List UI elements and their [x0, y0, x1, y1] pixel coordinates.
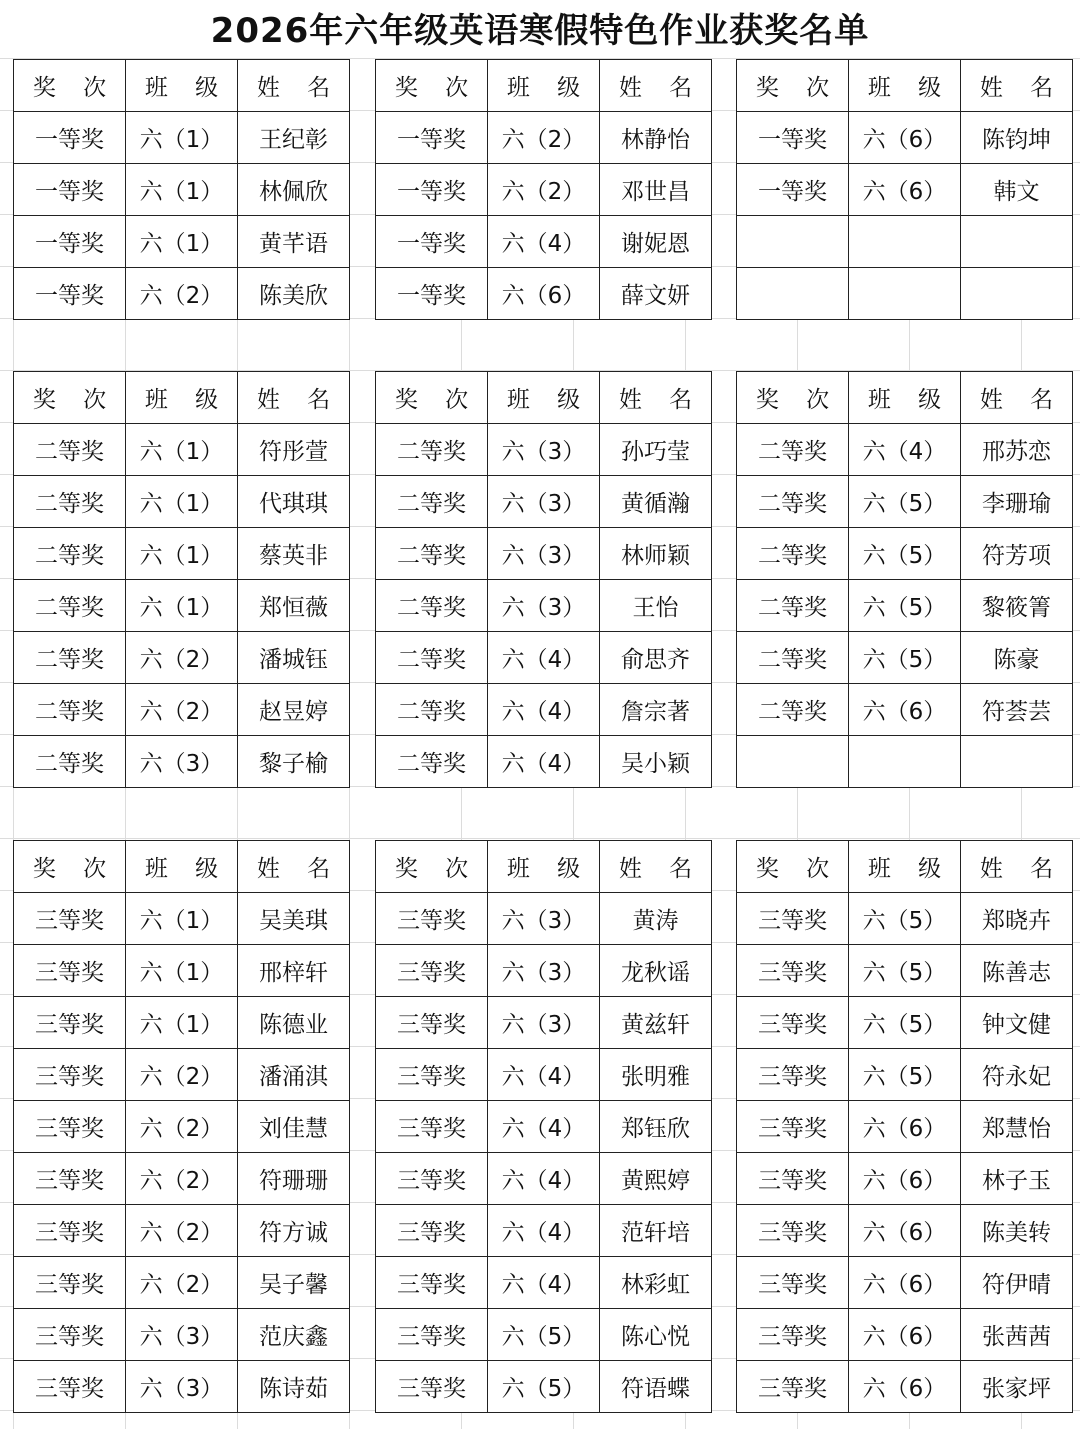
table-row: [376, 1101, 712, 1153]
name-cell: 赵昱婷: [238, 684, 350, 736]
table-row: [376, 112, 712, 164]
table-row: [14, 164, 350, 216]
award-cell: 三等奖: [737, 997, 849, 1049]
name-cell: 潘涌淇: [238, 1049, 350, 1101]
award-cell: 二等奖: [737, 632, 849, 684]
name-cell: 黄涛: [600, 893, 712, 945]
class-cell: 六（2）: [126, 268, 238, 320]
name-cell: 张茜茜: [961, 1309, 1073, 1361]
award-cell: [737, 216, 849, 268]
name-cell: 符语蝶: [600, 1361, 712, 1413]
class-cell: 六（6）: [849, 112, 961, 164]
name-header: 姓 名: [600, 841, 712, 893]
table-row: [14, 632, 350, 684]
award-cell: 三等奖: [14, 893, 126, 945]
award-table: [375, 371, 712, 788]
award-cell: 三等奖: [737, 1101, 849, 1153]
class-header: 班 级: [488, 60, 600, 112]
class-cell: 六（4）: [488, 1257, 600, 1309]
name-cell: 林师颖: [600, 528, 712, 580]
table-row: [376, 684, 712, 736]
class-cell: 六（5）: [849, 476, 961, 528]
class-cell: 六（4）: [488, 684, 600, 736]
table-row: [737, 1309, 1073, 1361]
table-row: [14, 216, 350, 268]
award-cell: 一等奖: [737, 164, 849, 216]
table-row: [376, 945, 712, 997]
table-row: [376, 268, 712, 320]
name-cell: 黄循瀚: [600, 476, 712, 528]
award-cell: 三等奖: [376, 1101, 488, 1153]
name-cell: 陈豪: [961, 632, 1073, 684]
table-row: [737, 893, 1073, 945]
class-cell: 六（2）: [126, 684, 238, 736]
award-cell: 三等奖: [14, 1153, 126, 1205]
award-cell: 三等奖: [376, 1257, 488, 1309]
name-cell: 薛文妍: [600, 268, 712, 320]
table-row: [14, 528, 350, 580]
table-row: [737, 476, 1073, 528]
table-row: [376, 632, 712, 684]
award-cell: 二等奖: [376, 736, 488, 788]
table-row: [376, 893, 712, 945]
class-cell: 六（4）: [488, 632, 600, 684]
table-row: [14, 268, 350, 320]
class-cell: 六（3）: [488, 424, 600, 476]
table-row: [376, 1049, 712, 1101]
table-row: [737, 997, 1073, 1049]
class-cell: 六（2）: [126, 1153, 238, 1205]
class-cell: 六（4）: [488, 216, 600, 268]
award-cell: 二等奖: [14, 736, 126, 788]
class-cell: 六（3）: [488, 945, 600, 997]
award-cell: 三等奖: [14, 1257, 126, 1309]
class-cell: 六（3）: [488, 580, 600, 632]
class-cell: 六（5）: [849, 997, 961, 1049]
award-table: [13, 371, 350, 788]
name-cell: 刘佳慧: [238, 1101, 350, 1153]
table-row: [14, 580, 350, 632]
class-cell: 六（2）: [126, 1101, 238, 1153]
table-row: [14, 736, 350, 788]
table-header-row: [14, 60, 350, 112]
award-cell: 二等奖: [376, 424, 488, 476]
award-cell: 二等奖: [14, 528, 126, 580]
table-row: [737, 164, 1073, 216]
award-cell: 三等奖: [376, 1205, 488, 1257]
award-cell: 三等奖: [14, 1205, 126, 1257]
class-cell: 六（3）: [488, 528, 600, 580]
name-cell: 郑恒薇: [238, 580, 350, 632]
name-cell: 林静怡: [600, 112, 712, 164]
class-cell: 六（5）: [849, 580, 961, 632]
class-cell: 六（1）: [126, 424, 238, 476]
name-header: 姓 名: [238, 372, 350, 424]
award-header: 奖 次: [376, 841, 488, 893]
award-cell: 三等奖: [737, 1205, 849, 1257]
award-table: [375, 840, 712, 1413]
name-cell: 陈心悦: [600, 1309, 712, 1361]
table-row: [737, 945, 1073, 997]
name-cell: 林子玉: [961, 1153, 1073, 1205]
table-row: [14, 893, 350, 945]
class-cell: 六（2）: [488, 164, 600, 216]
name-cell: [961, 736, 1073, 788]
award-cell: 二等奖: [14, 632, 126, 684]
award-cell: [737, 736, 849, 788]
name-cell: 吴小颖: [600, 736, 712, 788]
name-cell: 邢梓轩: [238, 945, 350, 997]
name-cell: 韩文: [961, 164, 1073, 216]
table-row: [737, 1205, 1073, 1257]
table-header-row: [376, 841, 712, 893]
name-cell: [961, 268, 1073, 320]
name-cell: 邢苏恋: [961, 424, 1073, 476]
award-cell: 三等奖: [376, 893, 488, 945]
table-row: [737, 1257, 1073, 1309]
name-cell: 王纪彰: [238, 112, 350, 164]
class-cell: [849, 216, 961, 268]
class-cell: 六（5）: [488, 1361, 600, 1413]
table-row: [14, 1101, 350, 1153]
award-cell: 三等奖: [376, 1153, 488, 1205]
table-row: [737, 424, 1073, 476]
name-cell: 符芳项: [961, 528, 1073, 580]
class-header: 班 级: [849, 60, 961, 112]
name-cell: 钟文健: [961, 997, 1073, 1049]
page-title: 2026年六年级英语寒假特色作业获奖名单: [0, 0, 1080, 58]
award-cell: 一等奖: [14, 268, 126, 320]
class-cell: 六（3）: [488, 893, 600, 945]
award-header: 奖 次: [14, 372, 126, 424]
class-cell: 六（3）: [126, 1361, 238, 1413]
award-header: 奖 次: [14, 841, 126, 893]
award-cell: 三等奖: [14, 1361, 126, 1413]
award-cell: 二等奖: [737, 424, 849, 476]
table-header-row: [737, 372, 1073, 424]
award-cell: 二等奖: [376, 476, 488, 528]
class-cell: [849, 268, 961, 320]
award-header: 奖 次: [737, 60, 849, 112]
class-cell: 六（6）: [849, 1153, 961, 1205]
name-cell: 王怡: [600, 580, 712, 632]
class-cell: 六（6）: [849, 1361, 961, 1413]
name-cell: 郑晓卉: [961, 893, 1073, 945]
class-header: 班 级: [488, 372, 600, 424]
table-header-row: [376, 372, 712, 424]
table-header-row: [376, 60, 712, 112]
class-cell: 六（1）: [126, 216, 238, 268]
class-cell: 六（2）: [488, 112, 600, 164]
table-row: [376, 528, 712, 580]
table-row: [737, 736, 1073, 788]
table-row: [14, 1205, 350, 1257]
table-row: [14, 424, 350, 476]
class-cell: 六（1）: [126, 528, 238, 580]
award-cell: 二等奖: [737, 528, 849, 580]
award-header: 奖 次: [737, 841, 849, 893]
table-row: [376, 1309, 712, 1361]
table-row: [14, 1153, 350, 1205]
award-cell: 二等奖: [376, 632, 488, 684]
class-cell: 六（4）: [488, 1049, 600, 1101]
award-cell: 三等奖: [14, 945, 126, 997]
award-cell: 二等奖: [376, 580, 488, 632]
award-cell: 三等奖: [737, 1049, 849, 1101]
award-cell: 三等奖: [737, 1361, 849, 1413]
award-table: [375, 59, 712, 320]
table-row: [14, 997, 350, 1049]
table-row: [376, 1153, 712, 1205]
award-table: [13, 59, 350, 320]
name-header: 姓 名: [238, 841, 350, 893]
name-cell: 张家坪: [961, 1361, 1073, 1413]
name-cell: 符珊珊: [238, 1153, 350, 1205]
class-cell: 六（5）: [849, 528, 961, 580]
name-cell: 谢妮恩: [600, 216, 712, 268]
award-cell: 一等奖: [14, 164, 126, 216]
name-header: 姓 名: [600, 372, 712, 424]
award-cell: 二等奖: [737, 476, 849, 528]
class-cell: 六（5）: [849, 632, 961, 684]
class-cell: 六（2）: [126, 1257, 238, 1309]
table-row: [376, 476, 712, 528]
class-cell: 六（5）: [849, 1049, 961, 1101]
name-cell: 潘城钰: [238, 632, 350, 684]
name-cell: 陈德业: [238, 997, 350, 1049]
award-cell: 三等奖: [14, 1101, 126, 1153]
award-cell: 三等奖: [376, 1049, 488, 1101]
name-cell: 陈诗茹: [238, 1361, 350, 1413]
class-cell: 六（4）: [488, 736, 600, 788]
table-row: [14, 1361, 350, 1413]
table-row: [14, 1049, 350, 1101]
name-header: 姓 名: [961, 841, 1073, 893]
award-cell: [737, 268, 849, 320]
class-cell: 六（6）: [488, 268, 600, 320]
award-cell: 一等奖: [14, 112, 126, 164]
class-cell: 六（3）: [488, 997, 600, 1049]
class-cell: 六（3）: [126, 1309, 238, 1361]
name-cell: 符永妃: [961, 1049, 1073, 1101]
award-cell: 一等奖: [376, 112, 488, 164]
award-cell: 三等奖: [737, 945, 849, 997]
award-cell: 三等奖: [737, 1153, 849, 1205]
name-cell: 陈美欣: [238, 268, 350, 320]
name-cell: 俞思齐: [600, 632, 712, 684]
name-header: 姓 名: [961, 372, 1073, 424]
class-cell: 六（3）: [126, 736, 238, 788]
award-cell: 三等奖: [737, 893, 849, 945]
table-row: [737, 684, 1073, 736]
name-cell: 范庆鑫: [238, 1309, 350, 1361]
award-cell: 二等奖: [376, 528, 488, 580]
name-cell: 詹宗著: [600, 684, 712, 736]
table-row: [14, 476, 350, 528]
class-header: 班 级: [126, 841, 238, 893]
name-cell: 符伊晴: [961, 1257, 1073, 1309]
class-cell: 六（6）: [849, 1101, 961, 1153]
class-cell: 六（2）: [126, 1205, 238, 1257]
name-cell: 郑慧怡: [961, 1101, 1073, 1153]
table-row: [737, 1361, 1073, 1413]
class-cell: 六（6）: [849, 164, 961, 216]
award-table: [736, 59, 1073, 320]
class-header: 班 级: [849, 372, 961, 424]
table-header-row: [14, 841, 350, 893]
award-table: [13, 840, 350, 1413]
name-cell: 陈善志: [961, 945, 1073, 997]
award-cell: 二等奖: [14, 684, 126, 736]
award-cell: 二等奖: [14, 476, 126, 528]
class-header: 班 级: [126, 60, 238, 112]
award-cell: 三等奖: [14, 997, 126, 1049]
class-cell: 六（2）: [126, 1049, 238, 1101]
award-cell: 一等奖: [376, 216, 488, 268]
name-header: 姓 名: [238, 60, 350, 112]
table-header-row: [737, 60, 1073, 112]
name-cell: 吴子馨: [238, 1257, 350, 1309]
award-cell: 二等奖: [737, 684, 849, 736]
name-cell: 李珊瑜: [961, 476, 1073, 528]
award-table: [736, 371, 1073, 788]
class-cell: 六（5）: [488, 1309, 600, 1361]
class-cell: 六（4）: [488, 1153, 600, 1205]
table-row: [737, 1153, 1073, 1205]
award-cell: 三等奖: [14, 1049, 126, 1101]
name-cell: [961, 216, 1073, 268]
class-header: 班 级: [126, 372, 238, 424]
name-cell: 代琪琪: [238, 476, 350, 528]
table-row: [376, 1205, 712, 1257]
name-header: 姓 名: [600, 60, 712, 112]
class-cell: 六（1）: [126, 580, 238, 632]
award-cell: 一等奖: [737, 112, 849, 164]
name-cell: 郑钰欣: [600, 1101, 712, 1153]
award-header: 奖 次: [376, 372, 488, 424]
table-row: [737, 268, 1073, 320]
table-row: [376, 1257, 712, 1309]
name-cell: 林彩虹: [600, 1257, 712, 1309]
table-row: [376, 997, 712, 1049]
table-row: [14, 684, 350, 736]
award-cell: 三等奖: [376, 945, 488, 997]
table-row: [737, 1101, 1073, 1153]
name-cell: 黄熙婷: [600, 1153, 712, 1205]
name-cell: 吴美琪: [238, 893, 350, 945]
table-row: [737, 580, 1073, 632]
table-header-row: [14, 372, 350, 424]
class-cell: 六（1）: [126, 164, 238, 216]
table-row: [14, 112, 350, 164]
name-cell: 龙秋谣: [600, 945, 712, 997]
class-cell: 六（5）: [849, 945, 961, 997]
award-cell: 一等奖: [376, 268, 488, 320]
table-row: [737, 632, 1073, 684]
award-cell: 三等奖: [376, 997, 488, 1049]
table-header-row: [737, 841, 1073, 893]
name-cell: 黎子榆: [238, 736, 350, 788]
class-cell: 六（4）: [849, 424, 961, 476]
name-cell: 蔡英非: [238, 528, 350, 580]
class-cell: 六（3）: [488, 476, 600, 528]
award-table: [736, 840, 1073, 1413]
name-cell: 黎筱箐: [961, 580, 1073, 632]
table-row: [376, 164, 712, 216]
name-cell: 符方诚: [238, 1205, 350, 1257]
table-row: [14, 945, 350, 997]
name-cell: 陈美转: [961, 1205, 1073, 1257]
name-cell: 林佩欣: [238, 164, 350, 216]
table-row: [737, 112, 1073, 164]
class-cell: 六（2）: [126, 632, 238, 684]
name-cell: 黄兹轩: [600, 997, 712, 1049]
class-cell: 六（1）: [126, 476, 238, 528]
table-row: [737, 1049, 1073, 1101]
award-cell: 一等奖: [14, 216, 126, 268]
class-cell: 六（1）: [126, 945, 238, 997]
class-cell: 六（6）: [849, 684, 961, 736]
table-row: [376, 736, 712, 788]
name-cell: 张明雅: [600, 1049, 712, 1101]
class-cell: 六（6）: [849, 1257, 961, 1309]
class-cell: 六（6）: [849, 1205, 961, 1257]
class-cell: 六（1）: [126, 893, 238, 945]
name-header: 姓 名: [961, 60, 1073, 112]
award-cell: 三等奖: [14, 1309, 126, 1361]
name-cell: 陈钧坤: [961, 112, 1073, 164]
award-cell: 三等奖: [376, 1309, 488, 1361]
class-header: 班 级: [849, 841, 961, 893]
class-cell: [849, 736, 961, 788]
class-cell: 六（1）: [126, 997, 238, 1049]
class-cell: 六（6）: [849, 1309, 961, 1361]
award-cell: 一等奖: [376, 164, 488, 216]
table-row: [14, 1309, 350, 1361]
class-cell: 六（5）: [849, 893, 961, 945]
table-row: [376, 580, 712, 632]
class-cell: 六（4）: [488, 1101, 600, 1153]
award-cell: 二等奖: [14, 424, 126, 476]
class-cell: 六（1）: [126, 112, 238, 164]
table-row: [737, 216, 1073, 268]
class-header: 班 级: [488, 841, 600, 893]
table-row: [14, 1257, 350, 1309]
table-row: [376, 1361, 712, 1413]
name-cell: 符荟芸: [961, 684, 1073, 736]
award-cell: 三等奖: [376, 1361, 488, 1413]
award-header: 奖 次: [14, 60, 126, 112]
table-row: [737, 528, 1073, 580]
name-cell: 孙巧莹: [600, 424, 712, 476]
name-cell: 黄芊语: [238, 216, 350, 268]
award-header: 奖 次: [376, 60, 488, 112]
award-cell: 二等奖: [14, 580, 126, 632]
award-cell: 三等奖: [737, 1309, 849, 1361]
table-row: [376, 424, 712, 476]
table-row: [376, 216, 712, 268]
award-cell: 二等奖: [376, 684, 488, 736]
class-cell: 六（4）: [488, 1205, 600, 1257]
name-cell: 邓世昌: [600, 164, 712, 216]
name-cell: 符彤萱: [238, 424, 350, 476]
award-cell: 二等奖: [737, 580, 849, 632]
name-cell: 范轩培: [600, 1205, 712, 1257]
award-cell: 三等奖: [737, 1257, 849, 1309]
award-header: 奖 次: [737, 372, 849, 424]
